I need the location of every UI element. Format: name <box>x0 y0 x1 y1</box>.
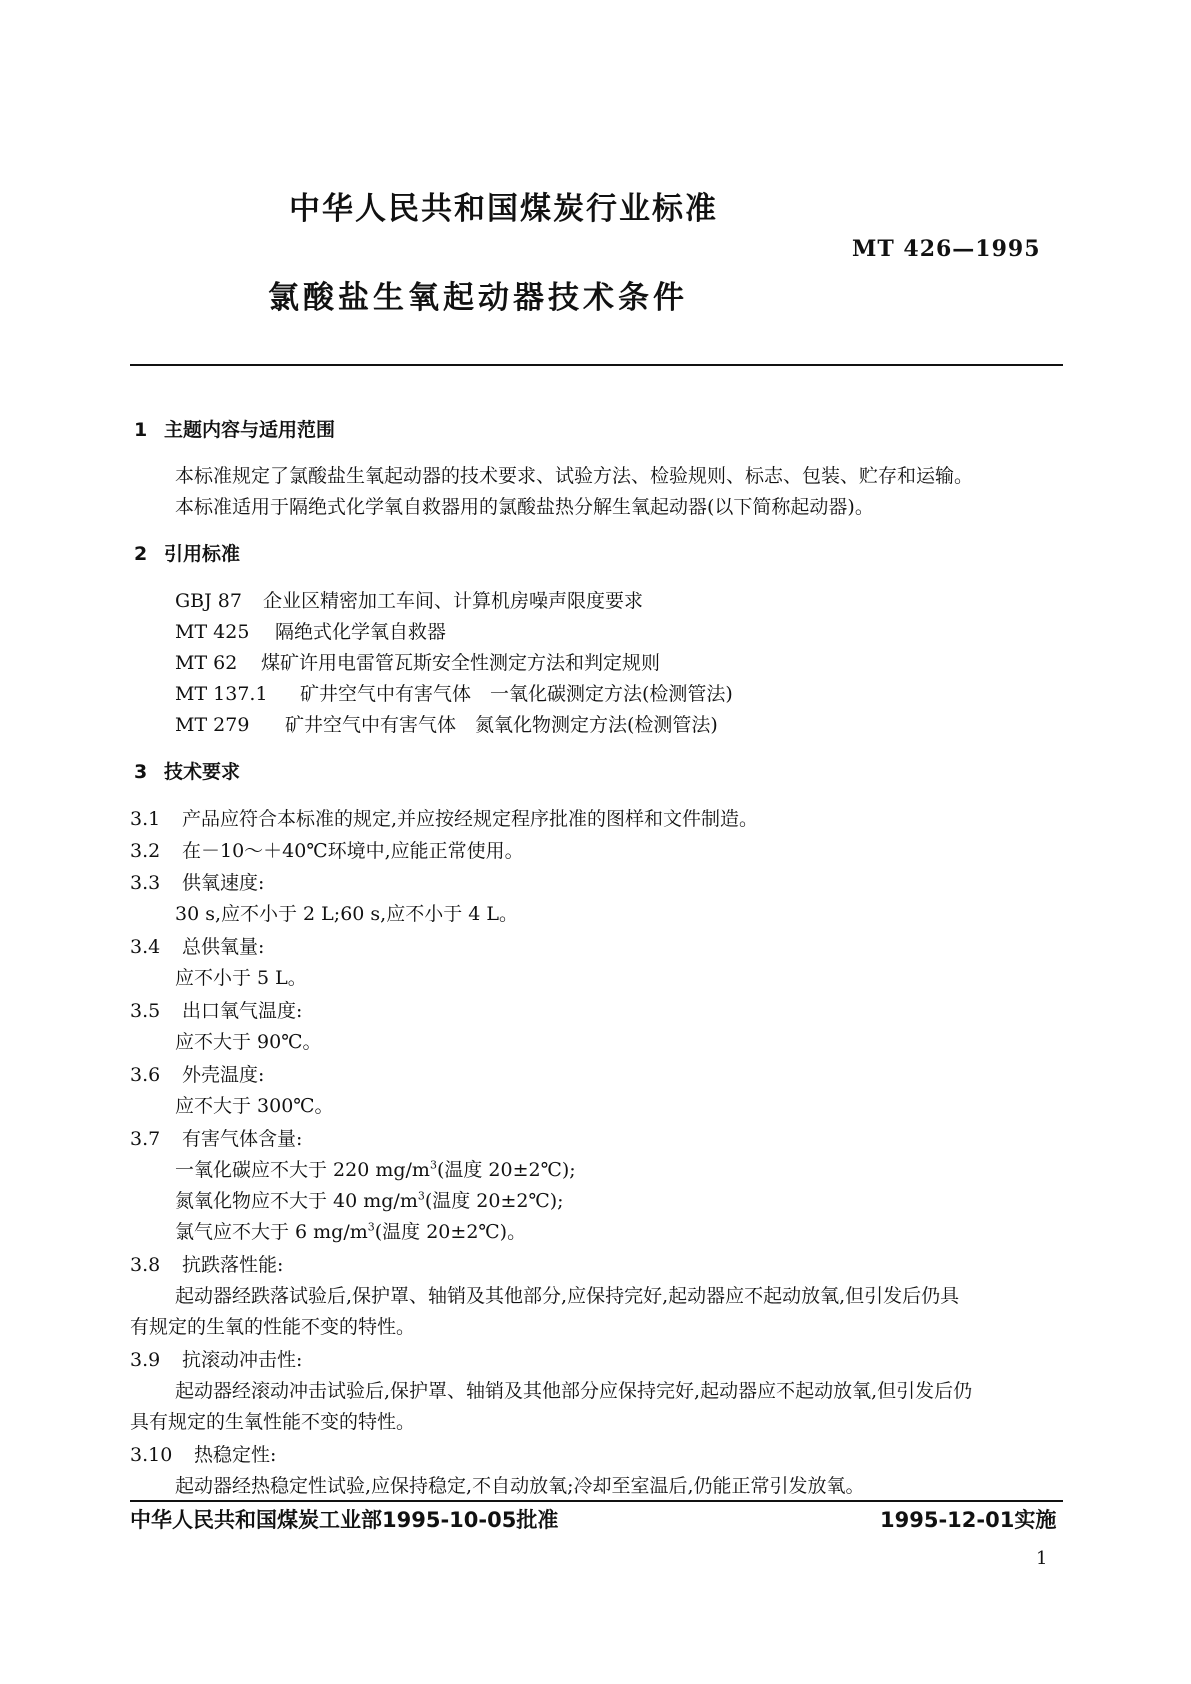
clause-label: 有害气体含量: <box>182 1128 303 1150</box>
page-number: 1 <box>1036 1548 1048 1569</box>
reference-title: 企业区精密加工车间、计算机房噪声限度要求 <box>263 590 644 612</box>
clause-3-4-text: 应不小于 5 L。 <box>175 967 307 989</box>
section-number: 2 <box>134 543 148 565</box>
reference-code: GBJ 87 <box>175 590 242 612</box>
clause-3-8 <box>130 1250 283 1277</box>
clause-number: 3.4 <box>130 936 161 958</box>
clause-number: 3.6 <box>130 1064 161 1086</box>
reference-code: MT 425 <box>175 621 250 643</box>
reference-item <box>175 617 446 644</box>
section-number: 3 <box>134 761 148 783</box>
section-2-heading <box>134 539 240 566</box>
clause-number: 3.5 <box>130 1000 161 1022</box>
clause-3-10-text: 起动器经热稳定性试验,应保持稳定,不自动放氧;冷却至室温后,仍能正常引发放氧。 <box>175 1475 865 1497</box>
section-title: 技术要求 <box>164 761 241 783</box>
unit-superscript: 3 <box>429 1158 437 1172</box>
clause-3-7-line-1 <box>175 1155 576 1182</box>
clause-3-1 <box>130 804 758 831</box>
limit-text: 氮氧化物应不大于 40 mg/m <box>175 1190 418 1212</box>
standard-category-title: 中华人民共和国煤炭行业标准 <box>289 191 718 227</box>
reference-title: 煤矿许用电雷管瓦斯安全性测定方法和判定规则 <box>261 652 661 674</box>
reference-title: 矿井空气中有害气体 一氧化碳测定方法(检测管法) <box>300 683 733 705</box>
clause-3-7 <box>130 1124 302 1151</box>
clause-number: 3.9 <box>130 1349 161 1371</box>
reference-item <box>175 710 718 737</box>
standard-code: MT 426—1995 <box>852 236 1041 262</box>
reference-code: MT 279 <box>175 714 250 736</box>
unit-superscript: 3 <box>417 1189 425 1203</box>
clause-3-4 <box>130 932 264 959</box>
approval-line: 中华人民共和国煤炭工业部1995-10-05批准 <box>130 1508 559 1532</box>
clause-text: 在－10～＋40℃环境中,应能正常使用。 <box>182 840 524 862</box>
reference-item <box>175 586 643 613</box>
section-title: 引用标准 <box>164 543 241 565</box>
section-number: 1 <box>134 419 148 441</box>
section-1-para-2: 本标准适用于隔绝式化学氧自救器用的氯酸盐热分解生氧起动器(以下简称起动器)。 <box>175 496 874 518</box>
clause-label: 总供氧量: <box>182 936 265 958</box>
limit-text: 一氧化碳应不大于 220 mg/m <box>175 1159 430 1181</box>
clause-label: 抗跌落性能: <box>182 1254 284 1276</box>
clause-3-5-text: 应不大于 90℃。 <box>175 1031 322 1053</box>
reference-title: 矿井空气中有害气体 氮氧化物测定方法(检测管法) <box>285 714 718 736</box>
clause-3-9-text-2: 具有规定的生氧性能不变的特性。 <box>130 1411 416 1433</box>
reference-code: MT 62 <box>175 652 238 674</box>
section-1-heading <box>134 415 335 442</box>
clause-3-7-line-2 <box>175 1186 564 1213</box>
limit-text: 氯气应不大于 6 mg/m <box>175 1221 368 1243</box>
footer-divider <box>130 1500 1063 1502</box>
header-divider <box>130 364 1063 366</box>
clause-3-9 <box>130 1345 302 1372</box>
condition-text: (温度 20±2℃); <box>424 1190 564 1212</box>
reference-code: MT 137.1 <box>175 683 268 705</box>
clause-number: 3.7 <box>130 1128 161 1150</box>
reference-item <box>175 679 733 706</box>
reference-title: 隔绝式化学氧自救器 <box>275 621 447 643</box>
clause-number: 3.10 <box>130 1444 173 1466</box>
clause-number: 3.1 <box>130 808 161 830</box>
clause-3-6 <box>130 1060 264 1087</box>
clause-3-3-text: 30 s,应不小于 2 L;60 s,应不小于 4 L。 <box>175 903 518 925</box>
effective-date: 1995-12-01实施 <box>880 1508 1057 1532</box>
clause-3-5 <box>130 996 302 1023</box>
clause-3-8-text-2: 有规定的生氧的性能不变的特性。 <box>130 1316 416 1338</box>
clause-number: 3.3 <box>130 872 161 894</box>
section-1-para-1: 本标准规定了氯酸盐生氧起动器的技术要求、试验方法、检验规则、标志、包装、贮存和运输。 <box>175 465 974 487</box>
clause-3-6-text: 应不大于 300℃。 <box>175 1095 334 1117</box>
clause-number: 3.8 <box>130 1254 161 1276</box>
clause-label: 外壳温度: <box>182 1064 265 1086</box>
condition-text: (温度 20±2℃); <box>436 1159 576 1181</box>
clause-text: 产品应符合本标准的规定,并应按经规定程序批准的图样和文件制造。 <box>182 808 759 830</box>
clause-3-7-line-3 <box>175 1217 526 1244</box>
clause-3-8-text-1: 起动器经跌落试验后,保护罩、轴销及其他部分,应保持完好,起动器应不起动放氧,但引发后仍具 <box>175 1285 960 1307</box>
clause-3-10 <box>130 1440 276 1467</box>
clause-label: 热稳定性: <box>194 1444 277 1466</box>
clause-3-2 <box>130 836 524 863</box>
clause-label: 供氧速度: <box>182 872 265 894</box>
clause-number: 3.2 <box>130 840 161 862</box>
section-title: 主题内容与适用范围 <box>164 419 336 441</box>
clause-3-3 <box>130 868 264 895</box>
condition-text: (温度 20±2℃)。 <box>374 1221 527 1243</box>
clause-label: 出口氧气温度: <box>182 1000 303 1022</box>
clause-label: 抗滚动冲击性: <box>182 1349 303 1371</box>
reference-item <box>175 648 660 675</box>
document-title: 氯酸盐生氧起动器技术条件 <box>268 280 688 316</box>
unit-superscript: 3 <box>367 1220 375 1234</box>
section-3-heading <box>134 757 240 784</box>
clause-3-9-text-1: 起动器经滚动冲击试验后,保护罩、轴销及其他部分应保持完好,起动器应不起动放氧,但引发后仍 <box>175 1380 973 1402</box>
